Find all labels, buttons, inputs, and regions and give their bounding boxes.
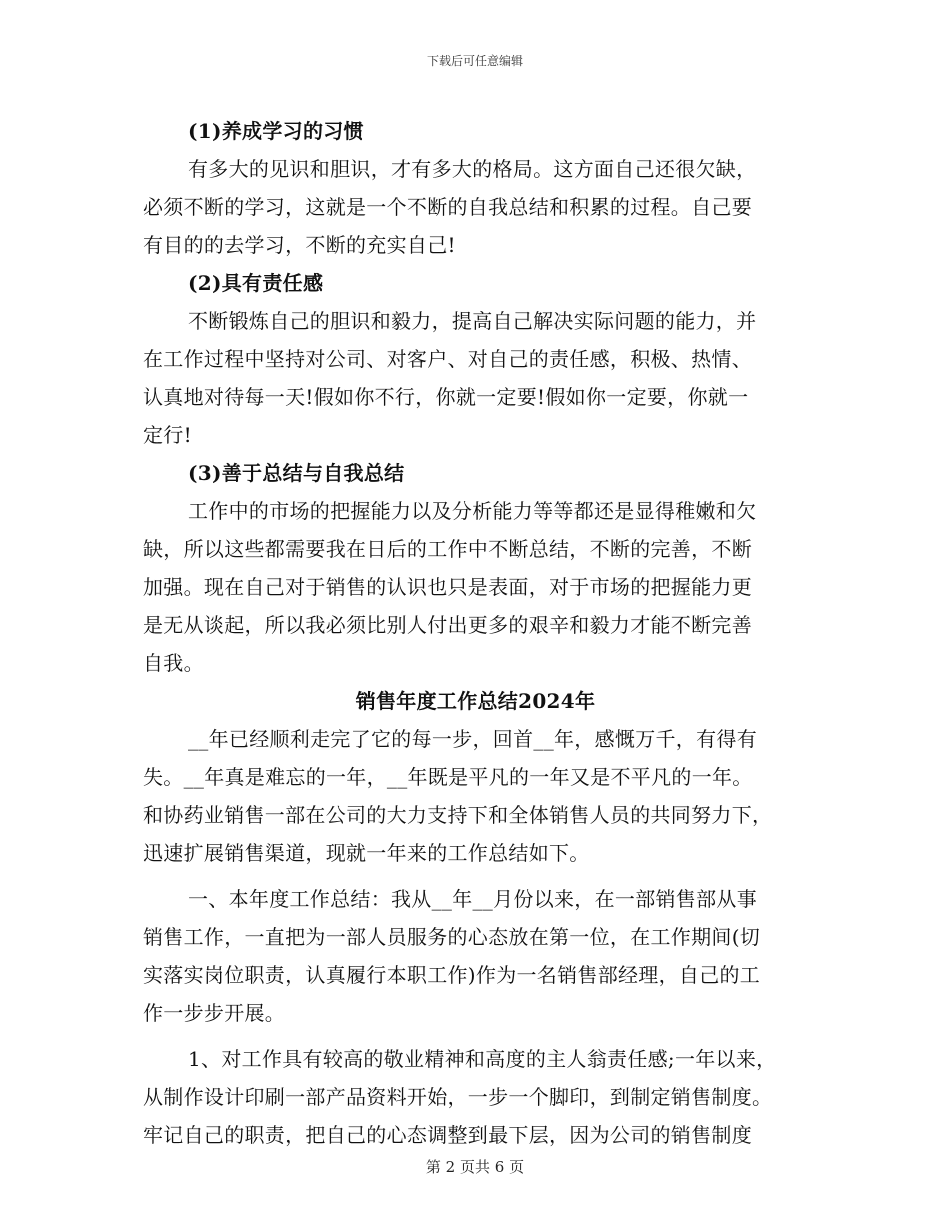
paragraph-line: 缺，所以这些都需要我在日后的工作中不断总结，不断的完善，不断 xyxy=(143,537,752,561)
section-heading-2: (2)具有责任感 xyxy=(188,271,324,295)
paragraph-line: 一、本年度工作总结：我从__年__月份以来，在一部销售部从事 xyxy=(188,887,757,911)
paragraph-line: 实落实岗位职责，认真履行本职工作)作为一名销售部经理，自己的工 xyxy=(143,963,761,987)
paragraph-line: 是无从谈起，所以我必须比别人付出更多的艰辛和毅力才能不断完善 xyxy=(143,613,752,637)
paragraph-line: 和协药业销售一部在公司的大力支持下和全体销售人员的共同努力下， xyxy=(143,803,773,827)
paragraph-line: 作一步步开展。 xyxy=(143,1001,286,1025)
section-heading-1: (1)养成学习的习惯 xyxy=(188,119,364,143)
paragraph-line: 失。__年真是难忘的一年，__年既是平凡的一年又是不平凡的一年。 xyxy=(143,765,753,789)
section-heading-3: (3)善于总结与自我总结 xyxy=(188,461,405,485)
paragraph-line: 牢记自己的职责，把自己的心态调整到最下层，因为公司的销售制度 xyxy=(143,1123,752,1147)
paragraph-line: 加强。现在自己对于销售的认识也只是表面，对于市场的把握能力更 xyxy=(143,575,752,599)
paragraph-line: 从制作设计印刷一部产品资料开始，一步一个脚印，到制定销售制度。 xyxy=(143,1085,773,1109)
paragraph-line: 销售工作，一直把为一部人员服务的心态放在第一位，在工作期间(切 xyxy=(143,925,761,949)
paragraph-line: 在工作过程中坚持对公司、对客户、对自己的责任感，积极、热情、 xyxy=(143,347,752,371)
page-footer: 第 2 页共 6 页 xyxy=(425,1158,525,1176)
paragraph-line: 自我。 xyxy=(143,651,204,675)
document-body xyxy=(143,112,808,1154)
paragraph-line: 认真地对待每一天!假如你不行，你就一定要!假如你一定要，你就一 xyxy=(143,385,749,409)
document-title: 销售年度工作总结2024年 xyxy=(355,689,596,713)
paragraph-line: 迅速扩展销售渠道，现就一年来的工作总结如下。 xyxy=(143,841,590,865)
page-header: 下载后可任意编辑 xyxy=(426,54,523,68)
paragraph-line: 有目的的去学习，不断的充实自己! xyxy=(143,233,456,257)
paragraph-line: 1、对工作具有较高的敬业精神和高度的主人翁责任感;一年以来， xyxy=(188,1047,777,1071)
paragraph-line: __年已经顺利走完了它的每一步，回首__年，感慨万千，有得有 xyxy=(188,727,757,751)
paragraph-line: 定行! xyxy=(143,423,192,447)
paragraph-line: 有多大的见识和胆识，才有多大的格局。这方面自己还很欠缺， xyxy=(188,157,757,181)
paragraph-line: 必须不断的学习，这就是一个不断的自我总结和积累的过程。自己要 xyxy=(143,195,752,219)
paragraph-line: 工作中的市场的把握能力以及分析能力等等都还是显得稚嫩和欠 xyxy=(188,499,757,523)
paragraph-line: 不断锻炼自己的胆识和毅力，提高自己解决实际问题的能力，并 xyxy=(188,309,757,333)
